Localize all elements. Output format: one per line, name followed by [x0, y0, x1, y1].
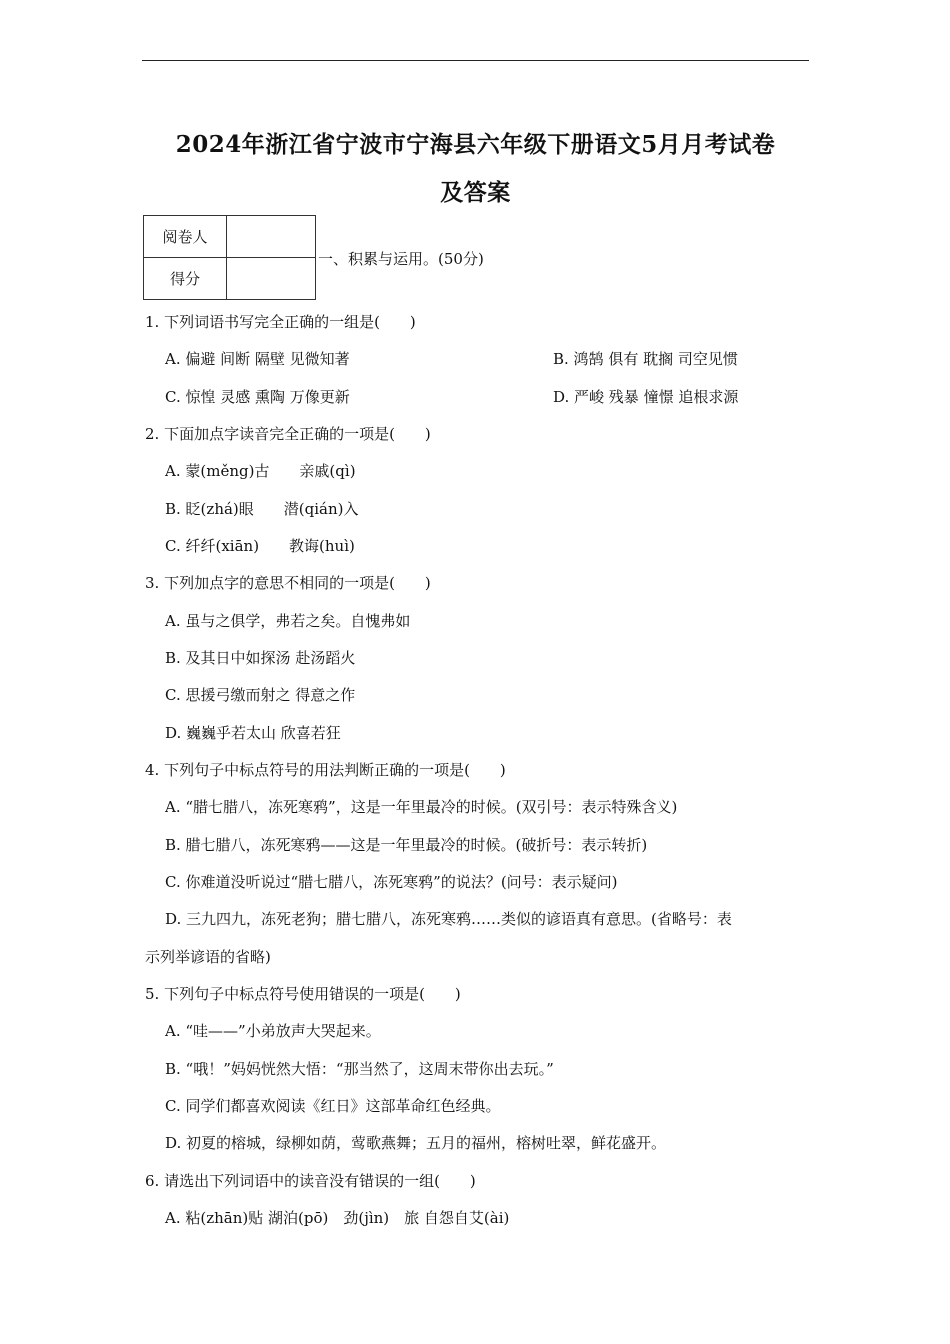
question-stem: 5. 下列句子中标点符号使用错误的一项是( ) [145, 985, 461, 1003]
option: A. 粘(zhān)贴 湖泊(pō) 劲(jìn) 旅 自怨自艾(ài) [165, 1209, 510, 1227]
question-stem: 1. 下列词语书写完全正确的一组是( ) [145, 313, 416, 331]
option: A. 蒙(měng)古 亲戚(qì) [165, 462, 356, 480]
reviewer-cell [227, 216, 316, 258]
section-heading: 一、积累与运用。(50分) [318, 250, 484, 268]
option: B. “哦！”妈妈恍然大悟：“那当然了，这周末带你出去玩。” [165, 1060, 554, 1078]
option: B. 腊七腊八，冻死寒鸦——这是一年里最冷的时候。(破折号：表示转折) [165, 836, 648, 854]
question-stem: 3. 下列加点字的意思不相同的一项是( ) [145, 574, 431, 592]
option: A. 偏避 间断 隔壁 见微知著 [165, 350, 350, 368]
option: C. 纤纤(xiān) 教诲(huì) [165, 537, 355, 555]
option-continuation: 示列举谚语的省略) [145, 948, 271, 966]
option: B. 及其日中如探汤 赴汤蹈火 [165, 649, 356, 667]
header-rule [142, 60, 809, 61]
option: D. 三九四九，冻死老狗；腊七腊八，冻死寒鸦……类似的谚语真有意思。(省略号：表 [165, 910, 732, 928]
option: D. 巍巍乎若太山 欣喜若狂 [165, 724, 341, 742]
option: A. 虽与之俱学，弗若之矣。自愧弗如 [165, 612, 411, 630]
question-stem: 4. 下列句子中标点符号的用法判断正确的一项是( ) [145, 761, 506, 779]
score-label: 得分 [144, 258, 227, 300]
option: C. 同学们都喜欢阅读《红日》这部革命红色经典。 [165, 1097, 501, 1115]
question-stem: 2. 下面加点字读音完全正确的一项是( ) [145, 425, 431, 443]
page-title: 2024年浙江省宁波市宁海县六年级下册语文5月月考试卷 [175, 131, 776, 158]
option: A. “哇——”小弟放声大哭起来。 [165, 1022, 381, 1040]
option: C. 惊惶 灵感 熏陶 万像更新 [165, 388, 350, 406]
score-cell [227, 258, 316, 300]
option: B. 鸿鹄 俱有 耽搁 司空见惯 [553, 350, 738, 368]
option: C. 思援弓缴而射之 得意之作 [165, 686, 356, 704]
option: C. 你难道没听说过“腊七腊八，冻死寒鸦”的说法？(问号：表示疑问) [165, 873, 618, 891]
option: D. 严峻 残暴 憧憬 追根求源 [553, 388, 739, 406]
question-stem: 6. 请选出下列词语中的读音没有错误的一组( ) [145, 1172, 476, 1190]
page-title-continued: 及答案 [440, 179, 511, 206]
option: D. 初夏的榕城，绿柳如荫，莺歌燕舞；五月的福州，榕树吐翠，鲜花盛开。 [165, 1134, 667, 1152]
option: A. “腊七腊八，冻死寒鸦”，这是一年里最冷的时候。(双引号：表示特殊含义) [165, 798, 678, 816]
score-table [143, 215, 316, 300]
reviewer-label: 阅卷人 [144, 216, 227, 258]
option: B. 眨(zhá)眼 潜(qián)入 [165, 500, 359, 518]
